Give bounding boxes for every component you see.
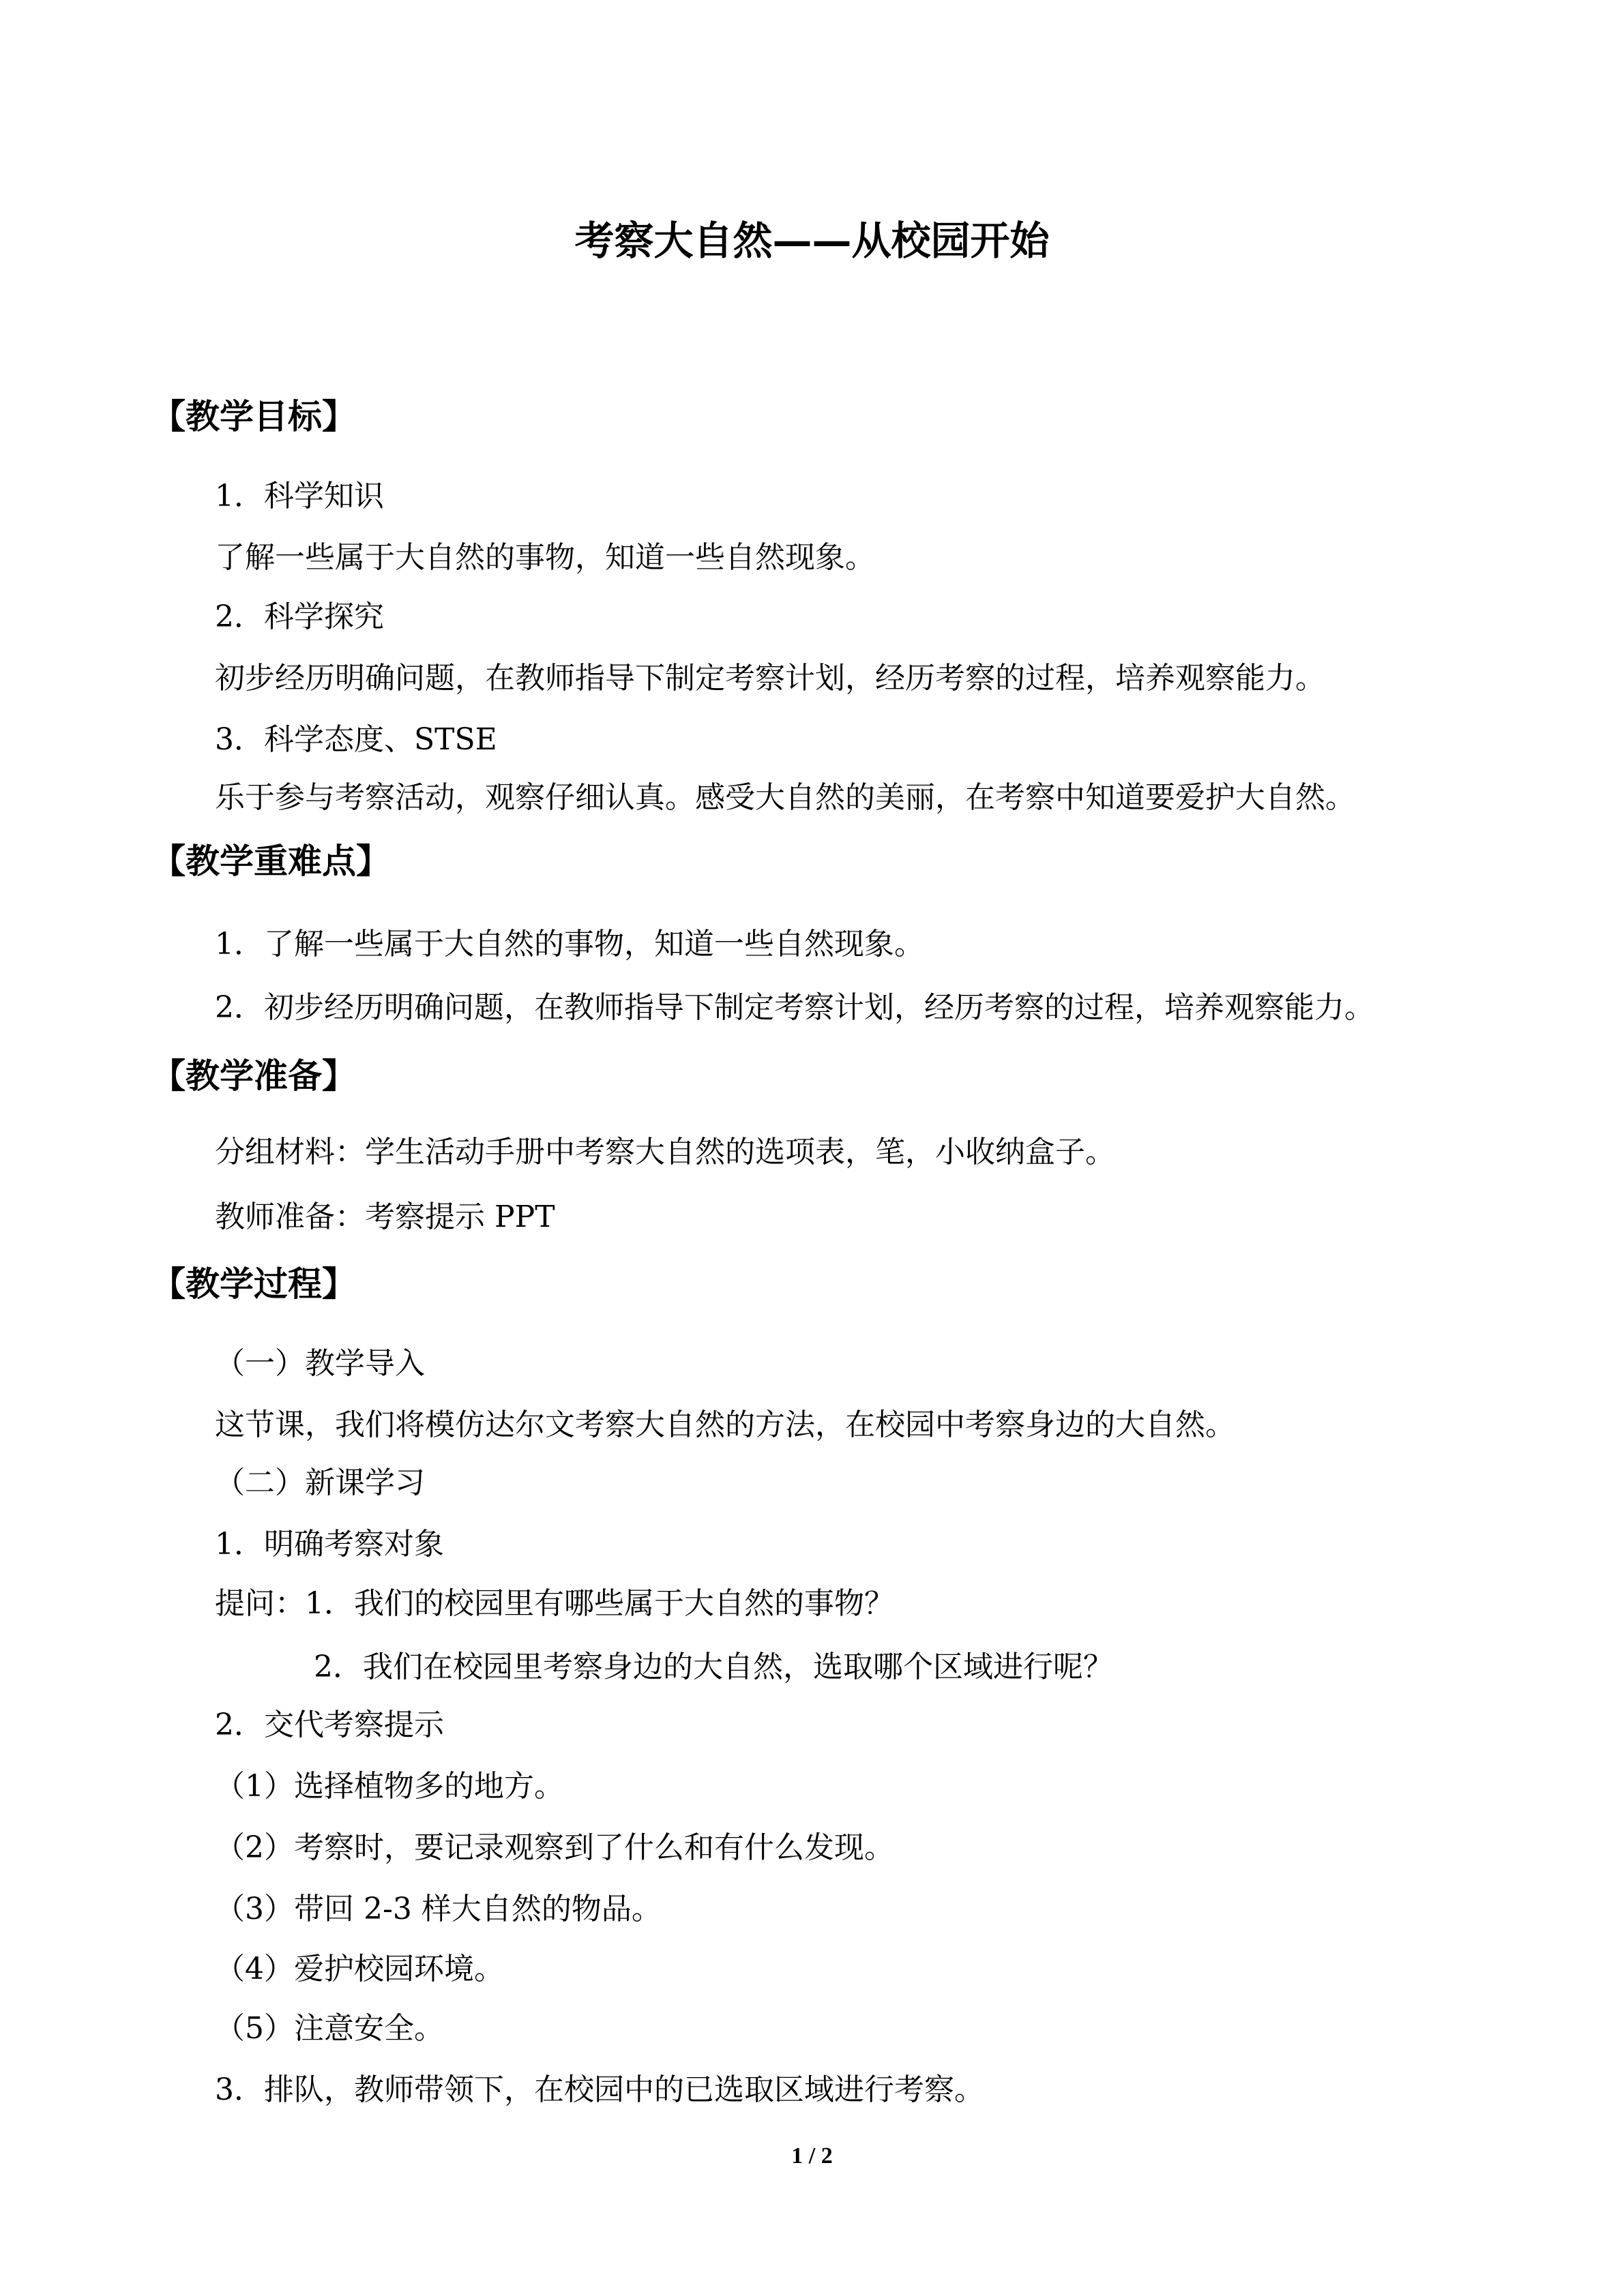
- section-heading-process: 【教学过程】: [151, 1264, 356, 1304]
- section-heading-preparation: 【教学准备】: [151, 1056, 356, 1096]
- process-tip-item: （1）选择植物多的地方。: [215, 1769, 564, 1804]
- section-heading-objectives: 【教学目标】: [151, 397, 356, 436]
- objective-subheading-attitude: 3．科学态度、STSE: [215, 722, 497, 757]
- process-tip-item: （2）考察时，要记录观察到了什么和有什么发现。: [215, 1830, 894, 1865]
- process-tip-item: （5）注意安全。: [215, 2011, 444, 2046]
- key-point-item: 2．初步经历明确问题，在教师指导下制定考察计划，经历考察的过程，培养观察能力。: [215, 990, 1374, 1025]
- process-step-tips: 2．交代考察提示: [215, 1708, 444, 1742]
- section-heading-key-points: 【教学重难点】: [151, 841, 390, 881]
- process-step-define-object: 1．明确考察对象: [215, 1527, 444, 1562]
- objective-subheading-knowledge: 1．科学知识: [215, 479, 384, 513]
- objective-text-attitude: 乐于参与考察活动，观察仔细认真。感受大自然的美丽，在考察中知道要爱护大自然。: [215, 780, 1355, 815]
- objective-subheading-inquiry: 2．科学探究: [215, 599, 384, 634]
- objective-text-inquiry: 初步经历明确问题，在教师指导下制定考察计划，经历考察的过程，培养观察能力。: [215, 661, 1325, 696]
- process-tip-item: （4）爱护校园环境。: [215, 1952, 504, 1986]
- document-title: 考察大自然——从校园开始: [574, 218, 1050, 264]
- preparation-teacher: 教师准备：考察提示 PPT: [215, 1199, 555, 1234]
- process-subheading-intro: （一）教学导入: [215, 1346, 425, 1381]
- page-indicator: 1 / 2: [791, 2143, 833, 2168]
- process-tip-item: （3）带回 2-3 样大自然的物品。: [215, 1892, 662, 1926]
- process-question-2: 2．我们在校园里考察身边的大自然，选取哪个区域进行呢？: [314, 1650, 1113, 1684]
- process-subheading-new-lesson: （二）新课学习: [215, 1465, 425, 1500]
- preparation-group-materials: 分组材料：学生活动手册中考察大自然的选项表，笔，小收纳盒子。: [215, 1135, 1115, 1169]
- key-point-item: 1．了解一些属于大自然的事物，知道一些自然现象。: [215, 927, 924, 961]
- process-step-line-up: 3．排队，教师带领下，在校园中的已选取区域进行考察。: [215, 2072, 984, 2107]
- objective-text-knowledge: 了解一些属于大自然的事物，知道一些自然现象。: [215, 540, 875, 575]
- process-question-1: 提问：1．我们的校园里有哪些属于大自然的事物？: [215, 1586, 894, 1621]
- process-text-intro: 这节课，我们将模仿达尔文考察大自然的方法，在校园中考察身边的大自然。: [215, 1407, 1235, 1442]
